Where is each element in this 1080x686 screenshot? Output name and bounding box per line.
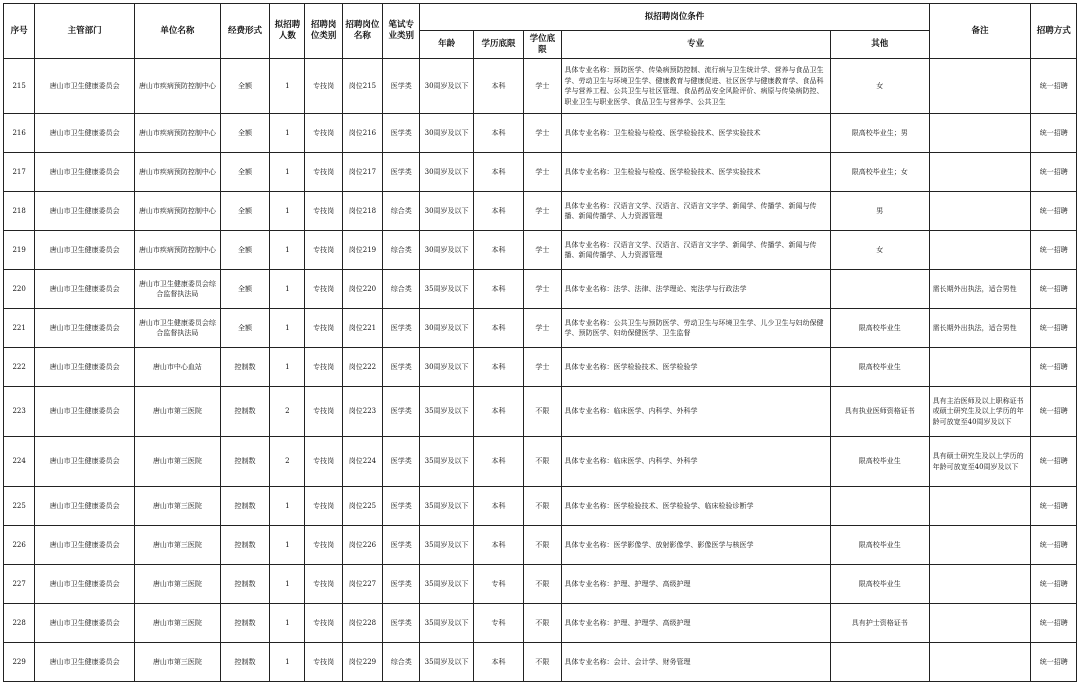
cell-other: 限高校毕业生	[830, 437, 929, 487]
cell-method: 统一招聘	[1031, 192, 1077, 231]
cell-funding: 控制数	[220, 348, 269, 387]
cell-dept: 唐山市卫生健康委员会	[35, 270, 135, 309]
cell-post-name: 岗位229	[342, 643, 382, 682]
cell-edu: 本科	[473, 526, 523, 565]
table-row	[4, 59, 1077, 114]
cell-age: 30周岁及以下	[420, 59, 473, 114]
cell-post-type: 专技岗	[305, 437, 342, 487]
cell-other: 限高校毕业生；男	[830, 114, 929, 153]
cell-count: 2	[270, 437, 305, 487]
cell-exam-type: 医学类	[383, 59, 420, 114]
cell-major: 具体专业名称：会计、会计学、财务管理	[561, 643, 830, 682]
cell-post-name: 岗位217	[342, 153, 382, 192]
cell-funding: 全额	[220, 114, 269, 153]
header-method: 招聘方式	[1031, 4, 1077, 59]
cell-degree: 不限	[524, 604, 561, 643]
cell-method: 统一招聘	[1031, 487, 1077, 526]
cell-major: 具体专业名称：预防医学、传染病预防控制、流行病与卫生统计学、营养与食品卫生学、劳动卫生与环境卫生学、健康教育与健康促进、社区医学与健康教育学、食品科学与营养工程、公共卫生与社区管理、食品药品安全风险评价、病原与传染病防控、职业卫生与职业医学、食品卫生与营养学、公共卫生	[561, 59, 830, 114]
cell-funding: 全额	[220, 153, 269, 192]
cell-post-name: 岗位222	[342, 348, 382, 387]
table-row	[4, 309, 1077, 348]
cell-age: 35周岁及以下	[420, 387, 473, 437]
table-row	[4, 487, 1077, 526]
cell-method: 统一招聘	[1031, 309, 1077, 348]
cell-exam-type: 医学类	[383, 604, 420, 643]
table-row	[4, 153, 1077, 192]
cell-seq: 228	[4, 604, 35, 643]
cell-post-type: 专技岗	[305, 604, 342, 643]
header-dept: 主管部门	[35, 4, 135, 59]
cell-count: 1	[270, 153, 305, 192]
cell-funding: 控制数	[220, 643, 269, 682]
cell-post-name: 岗位220	[342, 270, 382, 309]
cell-remark: 需长期外出执法，适合男性	[929, 309, 1031, 348]
cell-age: 30周岁及以下	[420, 348, 473, 387]
cell-major: 具体专业名称：汉语言文学、汉语言、汉语言文字学、新闻学、传播学、新闻与传播、新闻传播学、人力资源管理	[561, 231, 830, 270]
cell-method: 统一招聘	[1031, 348, 1077, 387]
cell-edu: 本科	[473, 231, 523, 270]
table-row	[4, 387, 1077, 437]
cell-age: 30周岁及以下	[420, 231, 473, 270]
header-major: 专业	[561, 31, 830, 59]
cell-post-name: 岗位225	[342, 487, 382, 526]
cell-age: 35周岁及以下	[420, 643, 473, 682]
cell-method: 统一招聘	[1031, 59, 1077, 114]
cell-major: 具体专业名称：法学、法律、法学理论、宪法学与行政法学	[561, 270, 830, 309]
cell-exam-type: 医学类	[383, 487, 420, 526]
table-row	[4, 270, 1077, 309]
cell-seq: 224	[4, 437, 35, 487]
cell-remark	[929, 487, 1031, 526]
cell-other: 男	[830, 192, 929, 231]
cell-post-type: 专技岗	[305, 387, 342, 437]
cell-edu: 专科	[473, 565, 523, 604]
cell-exam-type: 医学类	[383, 437, 420, 487]
cell-dept: 唐山市卫生健康委员会	[35, 192, 135, 231]
cell-funding: 全额	[220, 192, 269, 231]
cell-seq: 220	[4, 270, 35, 309]
cell-method: 统一招聘	[1031, 604, 1077, 643]
cell-exam-type: 医学类	[383, 387, 420, 437]
table-row	[4, 565, 1077, 604]
cell-dept: 唐山市卫生健康委员会	[35, 487, 135, 526]
cell-edu: 本科	[473, 309, 523, 348]
cell-unit: 唐山市第三医院	[135, 387, 221, 437]
cell-dept: 唐山市卫生健康委员会	[35, 231, 135, 270]
header-count: 拟招聘人数	[270, 4, 305, 59]
cell-age: 35周岁及以下	[420, 565, 473, 604]
cell-funding: 控制数	[220, 487, 269, 526]
cell-degree: 不限	[524, 437, 561, 487]
cell-other: 具有护士资格证书	[830, 604, 929, 643]
cell-exam-type: 医学类	[383, 526, 420, 565]
cell-dept: 唐山市卫生健康委员会	[35, 309, 135, 348]
table-row	[4, 114, 1077, 153]
cell-post-type: 专技岗	[305, 348, 342, 387]
header-edu: 学历底限	[473, 31, 523, 59]
cell-unit: 唐山市卫生健康委员会综合监督执法局	[135, 270, 221, 309]
cell-seq: 226	[4, 526, 35, 565]
header-funding: 经费形式	[220, 4, 269, 59]
cell-unit: 唐山市第三医院	[135, 565, 221, 604]
cell-edu: 本科	[473, 387, 523, 437]
cell-count: 1	[270, 348, 305, 387]
cell-exam-type: 综合类	[383, 270, 420, 309]
cell-remark	[929, 526, 1031, 565]
cell-remark: 具有主治医师及以上职称证书或硕士研究生及以上学历的年龄可放宽至40周岁及以下	[929, 387, 1031, 437]
table-body	[4, 59, 1077, 682]
cell-remark: 具有硕士研究生及以上学历的年龄可放宽至40周岁及以下	[929, 437, 1031, 487]
cell-post-type: 专技岗	[305, 643, 342, 682]
cell-unit: 唐山市第三医院	[135, 526, 221, 565]
cell-degree: 不限	[524, 487, 561, 526]
cell-funding: 控制数	[220, 437, 269, 487]
cell-remark	[929, 604, 1031, 643]
cell-other: 女	[830, 59, 929, 114]
cell-major: 具体专业名称：公共卫生与预防医学、劳动卫生与环境卫生学、儿少卫生与妇幼保健学、预防医学、妇幼保健医学、卫生监督	[561, 309, 830, 348]
cell-unit: 唐山市疾病预防控制中心	[135, 192, 221, 231]
cell-edu: 本科	[473, 487, 523, 526]
cell-method: 统一招聘	[1031, 643, 1077, 682]
cell-funding: 全额	[220, 309, 269, 348]
header-remark: 备注	[929, 4, 1031, 59]
cell-remark	[929, 192, 1031, 231]
cell-post-type: 专技岗	[305, 565, 342, 604]
cell-post-type: 专技岗	[305, 309, 342, 348]
cell-count: 1	[270, 309, 305, 348]
cell-funding: 控制数	[220, 604, 269, 643]
cell-degree: 学士	[524, 153, 561, 192]
cell-exam-type: 综合类	[383, 231, 420, 270]
cell-count: 1	[270, 192, 305, 231]
cell-seq: 215	[4, 59, 35, 114]
header-age: 年龄	[420, 31, 473, 59]
cell-age: 30周岁及以下	[420, 114, 473, 153]
table-row	[4, 526, 1077, 565]
cell-count: 1	[270, 231, 305, 270]
cell-age: 30周岁及以下	[420, 309, 473, 348]
cell-unit: 唐山市疾病预防控制中心	[135, 153, 221, 192]
cell-other	[830, 270, 929, 309]
cell-age: 35周岁及以下	[420, 437, 473, 487]
cell-seq: 219	[4, 231, 35, 270]
cell-seq: 218	[4, 192, 35, 231]
cell-count: 1	[270, 526, 305, 565]
cell-dept: 唐山市卫生健康委员会	[35, 153, 135, 192]
cell-funding: 控制数	[220, 387, 269, 437]
cell-degree: 学士	[524, 348, 561, 387]
cell-dept: 唐山市卫生健康委员会	[35, 348, 135, 387]
cell-unit: 唐山市第三医院	[135, 604, 221, 643]
cell-other: 具有执业医师资格证书	[830, 387, 929, 437]
cell-dept: 唐山市卫生健康委员会	[35, 387, 135, 437]
cell-dept: 唐山市卫生健康委员会	[35, 114, 135, 153]
cell-count: 1	[270, 59, 305, 114]
cell-unit: 唐山市第三医院	[135, 487, 221, 526]
cell-method: 统一招聘	[1031, 231, 1077, 270]
table-row	[4, 192, 1077, 231]
table-row	[4, 604, 1077, 643]
table-row	[4, 643, 1077, 682]
cell-count: 1	[270, 604, 305, 643]
cell-degree: 学士	[524, 231, 561, 270]
cell-funding: 全额	[220, 270, 269, 309]
cell-funding: 全额	[220, 231, 269, 270]
cell-seq: 216	[4, 114, 35, 153]
table-row	[4, 348, 1077, 387]
cell-edu: 本科	[473, 59, 523, 114]
cell-degree: 学士	[524, 192, 561, 231]
cell-post-name: 岗位219	[342, 231, 382, 270]
cell-remark	[929, 231, 1031, 270]
cell-degree: 不限	[524, 387, 561, 437]
table-row	[4, 231, 1077, 270]
cell-seq: 221	[4, 309, 35, 348]
cell-funding: 全额	[220, 59, 269, 114]
table-row	[4, 437, 1077, 487]
cell-seq: 229	[4, 643, 35, 682]
cell-degree: 不限	[524, 643, 561, 682]
cell-method: 统一招聘	[1031, 270, 1077, 309]
cell-exam-type: 综合类	[383, 643, 420, 682]
cell-post-type: 专技岗	[305, 526, 342, 565]
cell-degree: 学士	[524, 114, 561, 153]
cell-exam-type: 医学类	[383, 565, 420, 604]
cell-exam-type: 医学类	[383, 348, 420, 387]
cell-age: 35周岁及以下	[420, 487, 473, 526]
cell-method: 统一招聘	[1031, 565, 1077, 604]
header-row-top	[4, 4, 1077, 31]
cell-post-type: 专技岗	[305, 270, 342, 309]
cell-other	[830, 487, 929, 526]
cell-exam-type: 医学类	[383, 114, 420, 153]
cell-major: 具体专业名称：护理、护理学、高级护理	[561, 565, 830, 604]
header-other: 其他	[830, 31, 929, 59]
cell-age: 30周岁及以下	[420, 153, 473, 192]
cell-edu: 专科	[473, 604, 523, 643]
cell-exam-type: 医学类	[383, 309, 420, 348]
cell-other: 限高校毕业生；女	[830, 153, 929, 192]
cell-major: 具体专业名称：卫生检验与检疫、医学检验技术、医学实验技术	[561, 114, 830, 153]
header-conditions: 拟招聘岗位条件	[420, 4, 929, 31]
cell-major: 具体专业名称：临床医学、内科学、外科学	[561, 437, 830, 487]
cell-method: 统一招聘	[1031, 526, 1077, 565]
cell-dept: 唐山市卫生健康委员会	[35, 565, 135, 604]
cell-major: 具体专业名称：护理、护理学、高级护理	[561, 604, 830, 643]
cell-dept: 唐山市卫生健康委员会	[35, 604, 135, 643]
cell-unit: 唐山市第三医院	[135, 643, 221, 682]
header-post-name: 招聘岗位名称	[342, 4, 382, 59]
cell-remark	[929, 153, 1031, 192]
cell-post-name: 岗位227	[342, 565, 382, 604]
cell-post-name: 岗位216	[342, 114, 382, 153]
cell-funding: 控制数	[220, 526, 269, 565]
cell-count: 1	[270, 114, 305, 153]
cell-post-name: 岗位224	[342, 437, 382, 487]
cell-post-name: 岗位228	[342, 604, 382, 643]
cell-post-type: 专技岗	[305, 153, 342, 192]
cell-unit: 唐山市疾病预防控制中心	[135, 114, 221, 153]
cell-method: 统一招聘	[1031, 387, 1077, 437]
cell-remark: 需长期外出执法，适合男性	[929, 270, 1031, 309]
cell-degree: 不限	[524, 526, 561, 565]
cell-post-type: 专技岗	[305, 59, 342, 114]
recruitment-table	[3, 3, 1077, 682]
cell-count: 1	[270, 487, 305, 526]
cell-degree: 不限	[524, 565, 561, 604]
cell-degree: 学士	[524, 59, 561, 114]
cell-major: 具体专业名称：医学检验技术、医学检验学	[561, 348, 830, 387]
cell-exam-type: 医学类	[383, 153, 420, 192]
cell-unit: 唐山市中心血站	[135, 348, 221, 387]
cell-dept: 唐山市卫生健康委员会	[35, 643, 135, 682]
cell-method: 统一招聘	[1031, 437, 1077, 487]
cell-degree: 学士	[524, 309, 561, 348]
cell-edu: 本科	[473, 643, 523, 682]
cell-remark	[929, 565, 1031, 604]
cell-remark	[929, 643, 1031, 682]
cell-age: 35周岁及以下	[420, 526, 473, 565]
cell-post-name: 岗位223	[342, 387, 382, 437]
cell-unit: 唐山市疾病预防控制中心	[135, 59, 221, 114]
cell-major: 具体专业名称：医学影像学、放射影像学、影像医学与核医学	[561, 526, 830, 565]
cell-post-type: 专技岗	[305, 231, 342, 270]
cell-edu: 本科	[473, 192, 523, 231]
cell-dept: 唐山市卫生健康委员会	[35, 526, 135, 565]
cell-post-name: 岗位215	[342, 59, 382, 114]
cell-post-name: 岗位221	[342, 309, 382, 348]
cell-unit: 唐山市疾病预防控制中心	[135, 231, 221, 270]
cell-unit: 唐山市卫生健康委员会综合监督执法局	[135, 309, 221, 348]
cell-method: 统一招聘	[1031, 153, 1077, 192]
cell-seq: 227	[4, 565, 35, 604]
cell-age: 35周岁及以下	[420, 270, 473, 309]
cell-other	[830, 643, 929, 682]
header-seq: 序号	[4, 4, 35, 59]
cell-exam-type: 综合类	[383, 192, 420, 231]
cell-degree: 学士	[524, 270, 561, 309]
cell-edu: 本科	[473, 114, 523, 153]
header-degree: 学位底限	[524, 31, 561, 59]
cell-other: 限高校毕业生	[830, 565, 929, 604]
cell-seq: 222	[4, 348, 35, 387]
header-exam-type: 笔试专业类别	[383, 4, 420, 59]
cell-edu: 本科	[473, 153, 523, 192]
cell-other: 限高校毕业生	[830, 526, 929, 565]
cell-method: 统一招聘	[1031, 114, 1077, 153]
cell-major: 具体专业名称：汉语言文学、汉语言、汉语言文字学、新闻学、传播学、新闻与传播、新闻传播学、人力资源管理	[561, 192, 830, 231]
cell-remark	[929, 59, 1031, 114]
cell-major: 具体专业名称：医学检验技术、医学检验学、临床检验诊断学	[561, 487, 830, 526]
cell-dept: 唐山市卫生健康委员会	[35, 59, 135, 114]
cell-major: 具体专业名称：临床医学、内科学、外科学	[561, 387, 830, 437]
cell-other: 限高校毕业生	[830, 348, 929, 387]
cell-age: 30周岁及以下	[420, 192, 473, 231]
cell-funding: 控制数	[220, 565, 269, 604]
cell-seq: 225	[4, 487, 35, 526]
cell-count: 1	[270, 270, 305, 309]
cell-remark	[929, 348, 1031, 387]
header-unit: 单位名称	[135, 4, 221, 59]
cell-count: 1	[270, 565, 305, 604]
cell-major: 具体专业名称：卫生检验与检疫、医学检验技术、医学实验技术	[561, 153, 830, 192]
cell-edu: 本科	[473, 348, 523, 387]
cell-post-name: 岗位218	[342, 192, 382, 231]
cell-post-type: 专技岗	[305, 114, 342, 153]
cell-remark	[929, 114, 1031, 153]
cell-edu: 本科	[473, 270, 523, 309]
cell-count: 1	[270, 643, 305, 682]
cell-other: 女	[830, 231, 929, 270]
cell-other: 限高校毕业生	[830, 309, 929, 348]
cell-edu: 本科	[473, 437, 523, 487]
cell-post-type: 专技岗	[305, 487, 342, 526]
header-post-type: 招聘岗位类别	[305, 4, 342, 59]
cell-age: 35周岁及以下	[420, 604, 473, 643]
cell-seq: 223	[4, 387, 35, 437]
cell-unit: 唐山市第三医院	[135, 437, 221, 487]
cell-seq: 217	[4, 153, 35, 192]
cell-post-name: 岗位226	[342, 526, 382, 565]
cell-count: 2	[270, 387, 305, 437]
cell-dept: 唐山市卫生健康委员会	[35, 437, 135, 487]
cell-post-type: 专技岗	[305, 192, 342, 231]
